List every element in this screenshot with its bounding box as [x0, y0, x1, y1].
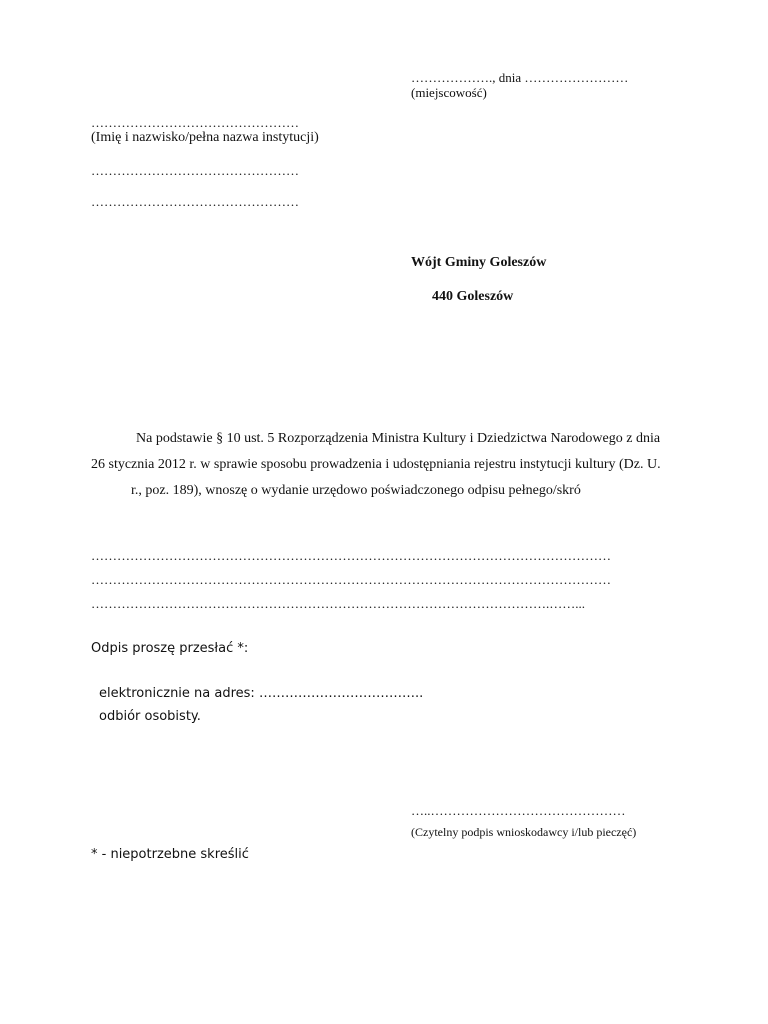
applicant-line-1: …………………………………………	[91, 115, 299, 130]
request-line-2: 26 stycznia 2012 r. w sprawie sposobu prowadzenia i udostępniania rejestru instytucji kultury (Dz. U.	[91, 457, 661, 472]
request-paragraph	[91, 426, 675, 504]
applicant-name-label: (Imię i nazwisko/pełna nazwa instytucji)	[91, 130, 319, 145]
recipient-address: 440 Goleszów	[432, 289, 514, 304]
signature-line: …..………………………………………	[411, 803, 626, 818]
request-line-1: Na podstawie § 10 ust. 5 Rozporządzenia Ministra Kultury i Dziedzictwa Narodowego z dnia	[136, 431, 661, 446]
delivery-option-pickup: odbiór osobisty.	[99, 709, 201, 724]
footnote: * - niepotrzebne skreślić	[91, 847, 249, 862]
delivery-option-email: elektronicznie na adres: ………………………………..	[99, 686, 424, 701]
request-line-3: r., poz. 189), wnoszę o wydanie urzędowo poświadczonego odpisu pełnego/skró	[131, 483, 581, 498]
delivery-heading: Odpis proszę przesłać *:	[91, 641, 249, 656]
applicant-line-3: …………………………………………	[91, 194, 299, 209]
applicant-line-2: …………………………………………	[91, 163, 299, 178]
recipient-title: Wójt Gminy Goleszów	[411, 255, 547, 270]
fill-line-2: …………………………………………………………………………………………………………	[91, 572, 611, 587]
place-date-line: ………………., dnia ……………………	[411, 70, 629, 85]
fill-line-1: …………………………………………………………………………………………………………	[91, 548, 611, 563]
place-label: (miejscowość)	[411, 85, 487, 100]
fill-line-3: …………………………………………………………………………………………….……...	[91, 596, 585, 611]
signature-label: (Czytelny podpis wnioskodawcy i/lub pieczęć)	[411, 825, 637, 839]
